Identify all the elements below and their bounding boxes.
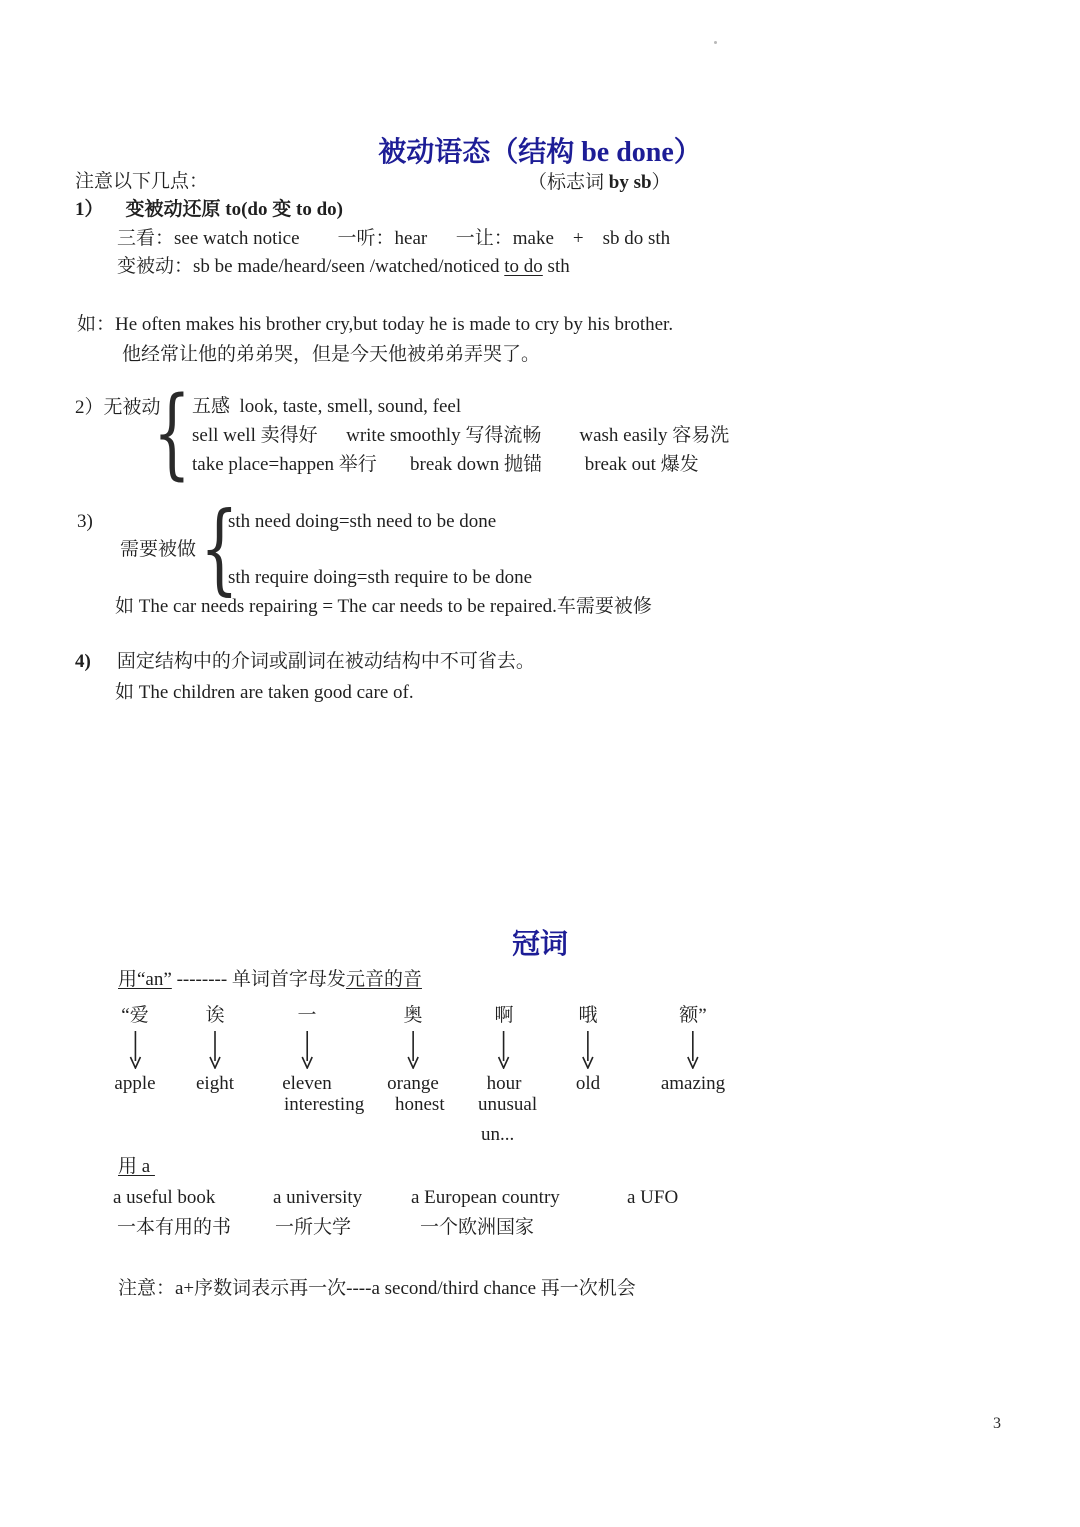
a-example-zh-country: 一个欧洲国家 [420,1217,535,1238]
down-arrow-icon [686,1031,700,1069]
sound-label: 哦 [578,1005,598,1026]
an-column-old [576,1000,600,1095]
stray-dot [714,41,717,44]
point4-example: 如 The children are taken good care of. [115,682,414,703]
point4-heading: 固定结构中的介词或副词在被动结构中不可省去。 [116,651,535,672]
an-word-honest: honest [395,1094,445,1115]
an-column-apple [114,1000,155,1095]
example1-english: 如：He often makes his brother cry,but today he is made to cry by his brother. [77,314,674,335]
point3-number: 3) [77,511,93,532]
point1-line2 [117,255,570,280]
word-label: hour [486,1073,522,1094]
point1-line1: 三看：see watch notice 一听：hear 一让：make + sb do sth [117,228,671,249]
word-label: amazing [660,1073,726,1094]
a-example-useful-book: a useful book [113,1187,216,1208]
point2-row3: take place=happen 举行 break down 抛锚 break out 爆发 [192,454,699,475]
page-number: 3 [993,1415,1001,1432]
point1-number: 1） [75,199,104,220]
point2-row2: sell well 卖得好 write smoothly 写得流畅 wash easily 容易洗 [192,425,730,446]
sound-label: 诶 [205,1005,225,1026]
an-rule-middle: -------- 单词首字母发 [171,969,346,990]
marker-word-note [528,171,671,196]
word-label: eleven [282,1073,332,1094]
an-column-eleven [282,1000,332,1095]
a-rule-heading: 用 a [118,1156,155,1177]
an-rule-underlined2: 元音的音 [345,969,422,990]
passive-title-close: ） [673,137,702,168]
down-arrow-icon [406,1031,420,1069]
a-example-zh-book: 一本有用的书 [117,1217,232,1238]
a-example-university: a university [273,1187,363,1208]
sound-label: 额” [679,1005,707,1026]
point4-number: 4) [75,651,91,672]
point3-brace: { [200,492,239,606]
point1-line2-pre: 变被动：sb be made/heard/seen /watched/noticed [117,256,505,277]
an-word-interesting: interesting [284,1094,365,1115]
example1-chinese: 他经常让他的弟弟哭，但是今天他被弟弟弄哭了。 [122,344,541,365]
point1-heading: 变被动还原 to(do 变 to do) [125,199,343,220]
an-rule-line [118,968,422,993]
marker-pre: （标志词 [528,172,609,193]
point3-row1: sth need doing=sth need to be done [228,511,497,532]
an-word-un-etc: un... [481,1124,515,1145]
word-label: orange [387,1073,439,1094]
down-arrow-icon [208,1031,222,1069]
an-column-eight [196,1000,234,1095]
an-column-orange [387,1000,439,1095]
point3-example: 如 The car needs repairing = The car needs to be repaired.车需要被修 [115,596,652,617]
passive-title-zh: 被动语态（结构 [378,137,582,168]
sound-label: 啊 [494,1005,514,1026]
articles-note: 注意：a+序数词表示再一次----a second/third chance 再一次机会 [118,1278,636,1299]
down-arrow-icon [497,1031,511,1069]
word-label: eight [196,1073,234,1094]
point1-line2-underlined: to do [504,256,543,277]
passive-voice-title [0,130,1080,170]
note-intro: 注意以下几点： [75,171,209,192]
point3-label: 需要被做 [120,539,197,560]
marker-bold: by sb [608,172,652,193]
a-example-european-country: a European country [411,1187,560,1208]
point1-heading-line [75,198,343,223]
an-column-hour [487,1000,522,1095]
point3-row2: sth require doing=sth require to be done [228,567,533,588]
a-example-zh-university: 一所大学 [275,1217,352,1238]
word-label: apple [114,1073,156,1094]
an-word-unusual: unusual [478,1094,538,1115]
sound-label: 奥 [403,1005,423,1026]
word-label: old [575,1073,601,1094]
passive-title-en: be done [581,137,674,168]
point2-brace: { [153,375,191,491]
down-arrow-icon [128,1031,142,1069]
sound-label: “爱 [121,1005,149,1026]
marker-post: ） [651,172,671,193]
an-column-amazing [661,1000,725,1095]
down-arrow-icon [300,1031,314,1069]
an-rule-underlined1: 用“an” [118,969,172,990]
point1-line2-post: sth [542,256,570,277]
sound-label: 一 [297,1005,317,1026]
articles-title: 冠词 [511,929,568,960]
point2-row1: 五感 look, taste, smell, sound, feel [192,396,462,417]
a-example-ufo: a UFO [627,1187,679,1208]
down-arrow-icon [581,1031,595,1069]
point2-number: 2）无被动 [75,397,161,418]
point4-heading-line [75,650,535,675]
